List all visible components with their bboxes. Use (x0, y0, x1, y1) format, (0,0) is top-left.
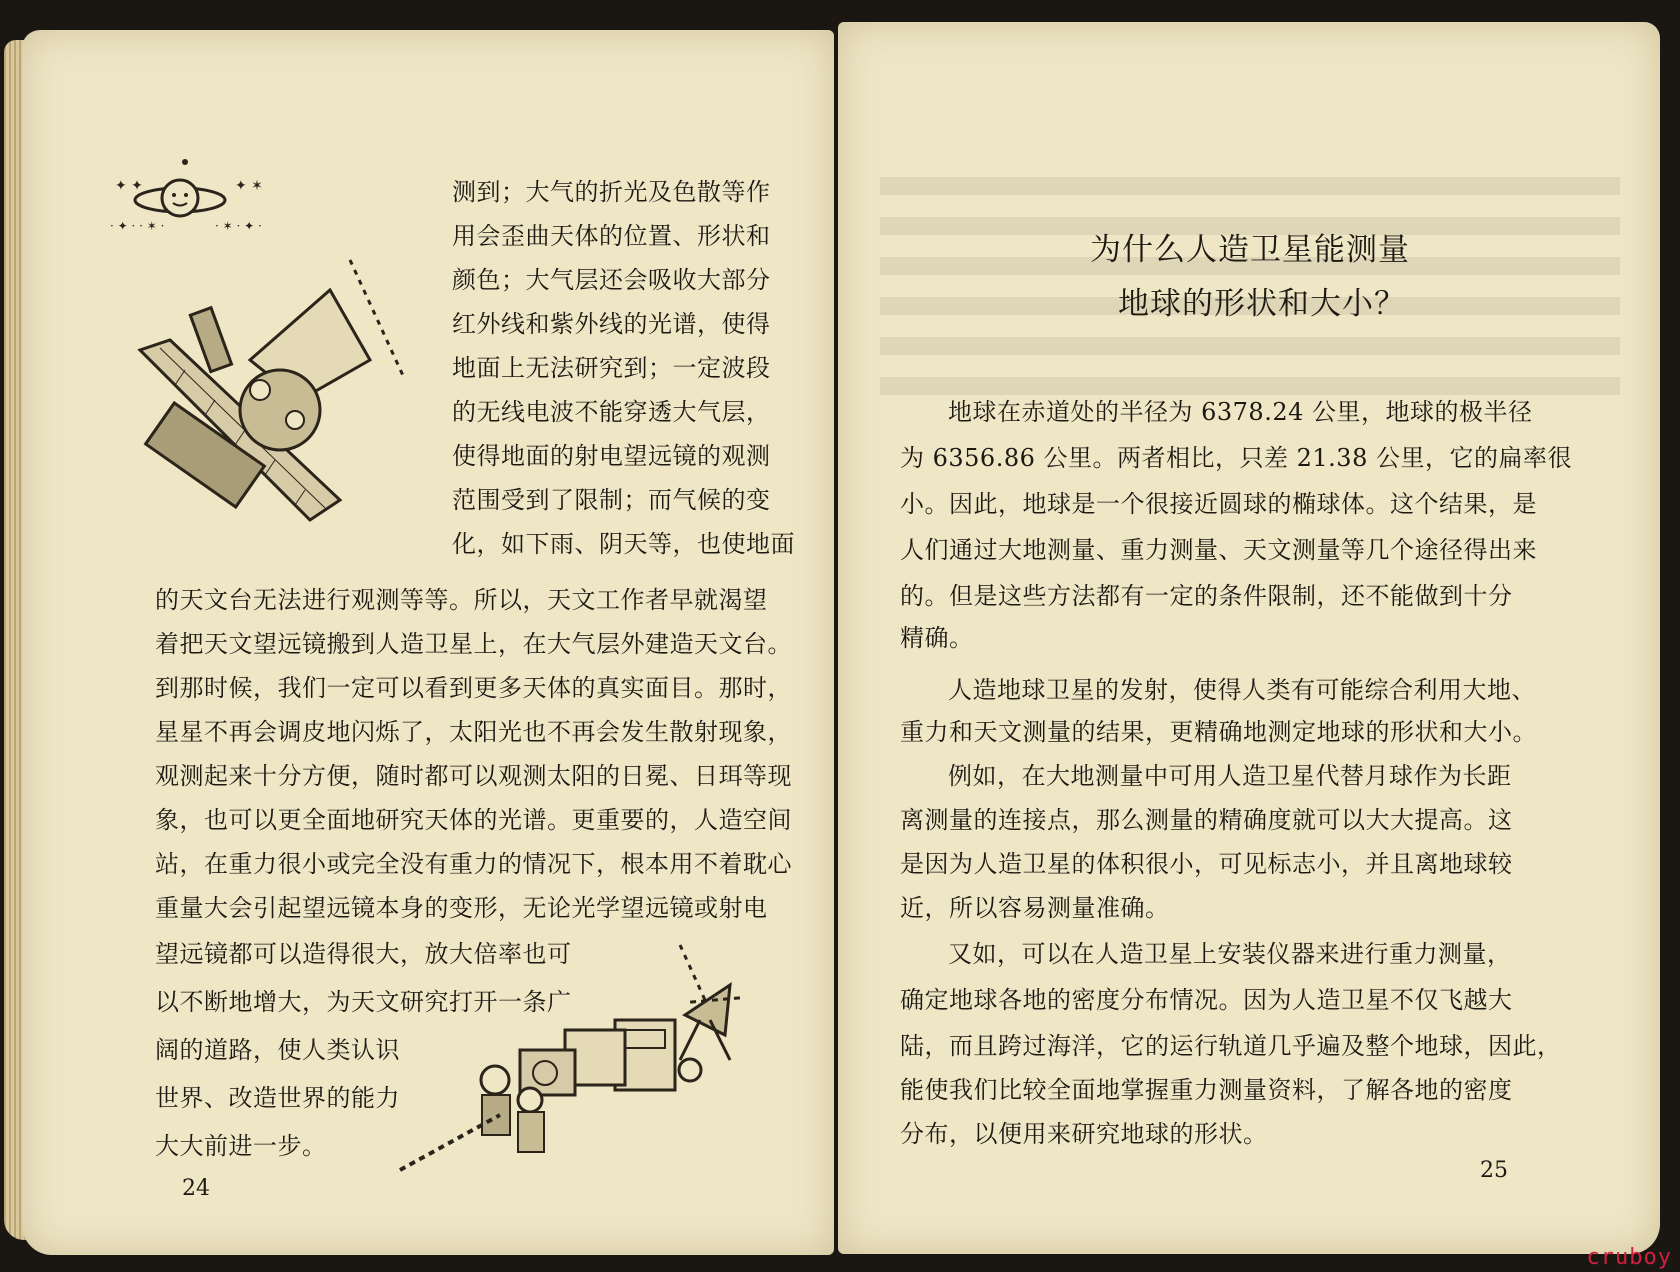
text-line: 又如，可以在人造卫星上安装仪器来进行重力测量， (948, 940, 1512, 968)
text-line: 到那时候，我们一定可以看到更多天体的真实面目。那时， (155, 674, 792, 702)
text-line: 测到；大气的折光及色散等作 (452, 178, 771, 206)
svg-text:✦ ✶: ✦ ✶ (235, 178, 263, 194)
text-line: 范围受到了限制；而气候的变 (452, 486, 771, 514)
text-line: 大大前进一步。 (155, 1132, 327, 1160)
text-line: 颜色；大气层还会吸收大部分 (452, 266, 771, 294)
text-line: 精确。 (900, 624, 974, 652)
text-line: 陆，而且跨过海洋，它的运行轨道几乎遍及整个地球，因此， (900, 1032, 1562, 1060)
space-station-illustration (130, 270, 430, 550)
text-line: 是因为人造卫星的体积很小，可见标志小，并且离地球较 (900, 850, 1513, 878)
text-line: 以不断地增大，为天文研究打开一条广 (155, 988, 572, 1016)
text-line: 分布，以便用来研究地球的形状。 (900, 1120, 1268, 1148)
text-line: 离测量的连接点，那么测量的精确度就可以大大提高。这 (900, 806, 1513, 834)
text-line: 阔的道路，使人类认识 (155, 1036, 400, 1064)
text-line: 红外线和紫外线的光谱，使得 (452, 310, 771, 338)
text-line: 地面上无法研究到；一定波段 (452, 354, 771, 382)
text-line: 确定地球各地的密度分布情况。因为人造卫星不仅飞越大 (900, 986, 1513, 1014)
text-line: 重量大会引起望远镜本身的变形，无论光学望远镜或射电 (155, 894, 768, 922)
page-number-right: 25 (1480, 1158, 1508, 1183)
svg-text:✦ ✦: ✦ ✦ (115, 178, 143, 194)
text-line: 地球在赤道处的半径为 6378.24 公里，地球的极半径 (948, 398, 1533, 426)
text-line: 星星不再会调皮地闪烁了，太阳光也不再会发生散射现象， (155, 718, 792, 746)
article-title-line1: 为什么人造卫星能测量 (1090, 232, 1410, 268)
page-number-left: 24 (182, 1176, 210, 1201)
text-line: 使得地面的射电望远镜的观测 (452, 442, 771, 470)
text-line: 近，所以容易测量准确。 (900, 894, 1170, 922)
article-title-line2: 地球的形状和大小？ (1118, 286, 1406, 322)
radio-telescope-illustration (400, 940, 760, 1170)
text-line: 的无线电波不能穿透大气层， (452, 398, 771, 426)
text-line: 的。但是这些方法都有一定的条件限制，还不能做到十分 (900, 582, 1513, 610)
text-line: 人造地球卫星的发射，使得人类有可能综合利用大地、 (948, 676, 1536, 704)
text-line: 化，如下雨、阴天等，也使地面 (452, 530, 795, 558)
watermark: cruboy (1586, 1245, 1672, 1270)
text-line: 望远镜都可以造得很大，放大倍率也可 (155, 940, 572, 968)
text-line: 用会歪曲天体的位置、形状和 (452, 222, 771, 250)
text-line: 例如，在大地测量中可用人造卫星代替月球作为长距 (948, 762, 1512, 790)
text-line: 小。因此，地球是一个很接近圆球的椭球体。这个结果，是 (900, 490, 1537, 518)
text-line: 观测起来十分方便，随时都可以观测太阳的日冕、日珥等现 (155, 762, 792, 790)
planet-stars-illustration (100, 160, 290, 250)
svg-text:· ✶ · ✦ ·: · ✶ · ✦ · (215, 219, 262, 233)
text-line: 人们通过大地测量、重力测量、天文测量等几个途径得出来 (900, 536, 1537, 564)
text-line: 重力和天文测量的结果，更精确地测定地球的形状和大小。 (900, 718, 1537, 746)
text-line: 站，在重力很小或完全没有重力的情况下，根本用不着耽心 (155, 850, 792, 878)
text-line: 为 6356.86 公里。两者相比，只差 21.38 公里，它的扁率很 (900, 444, 1572, 472)
text-line: 着把天文望远镜搬到人造卫星上，在大气层外建造天文台。 (155, 630, 792, 658)
svg-text:· ✦ · · ✶ ·: · ✦ · · ✶ · (110, 219, 165, 233)
text-line: 能使我们比较全面地掌握重力测量资料，了解各地的密度 (900, 1076, 1513, 1104)
text-line: 的天文台无法进行观测等等。所以，天文工作者早就渴望 (155, 586, 768, 614)
text-line: 象，也可以更全面地研究天体的光谱。更重要的，人造空间 (155, 806, 792, 834)
text-line: 世界、改造世界的能力 (155, 1084, 400, 1112)
